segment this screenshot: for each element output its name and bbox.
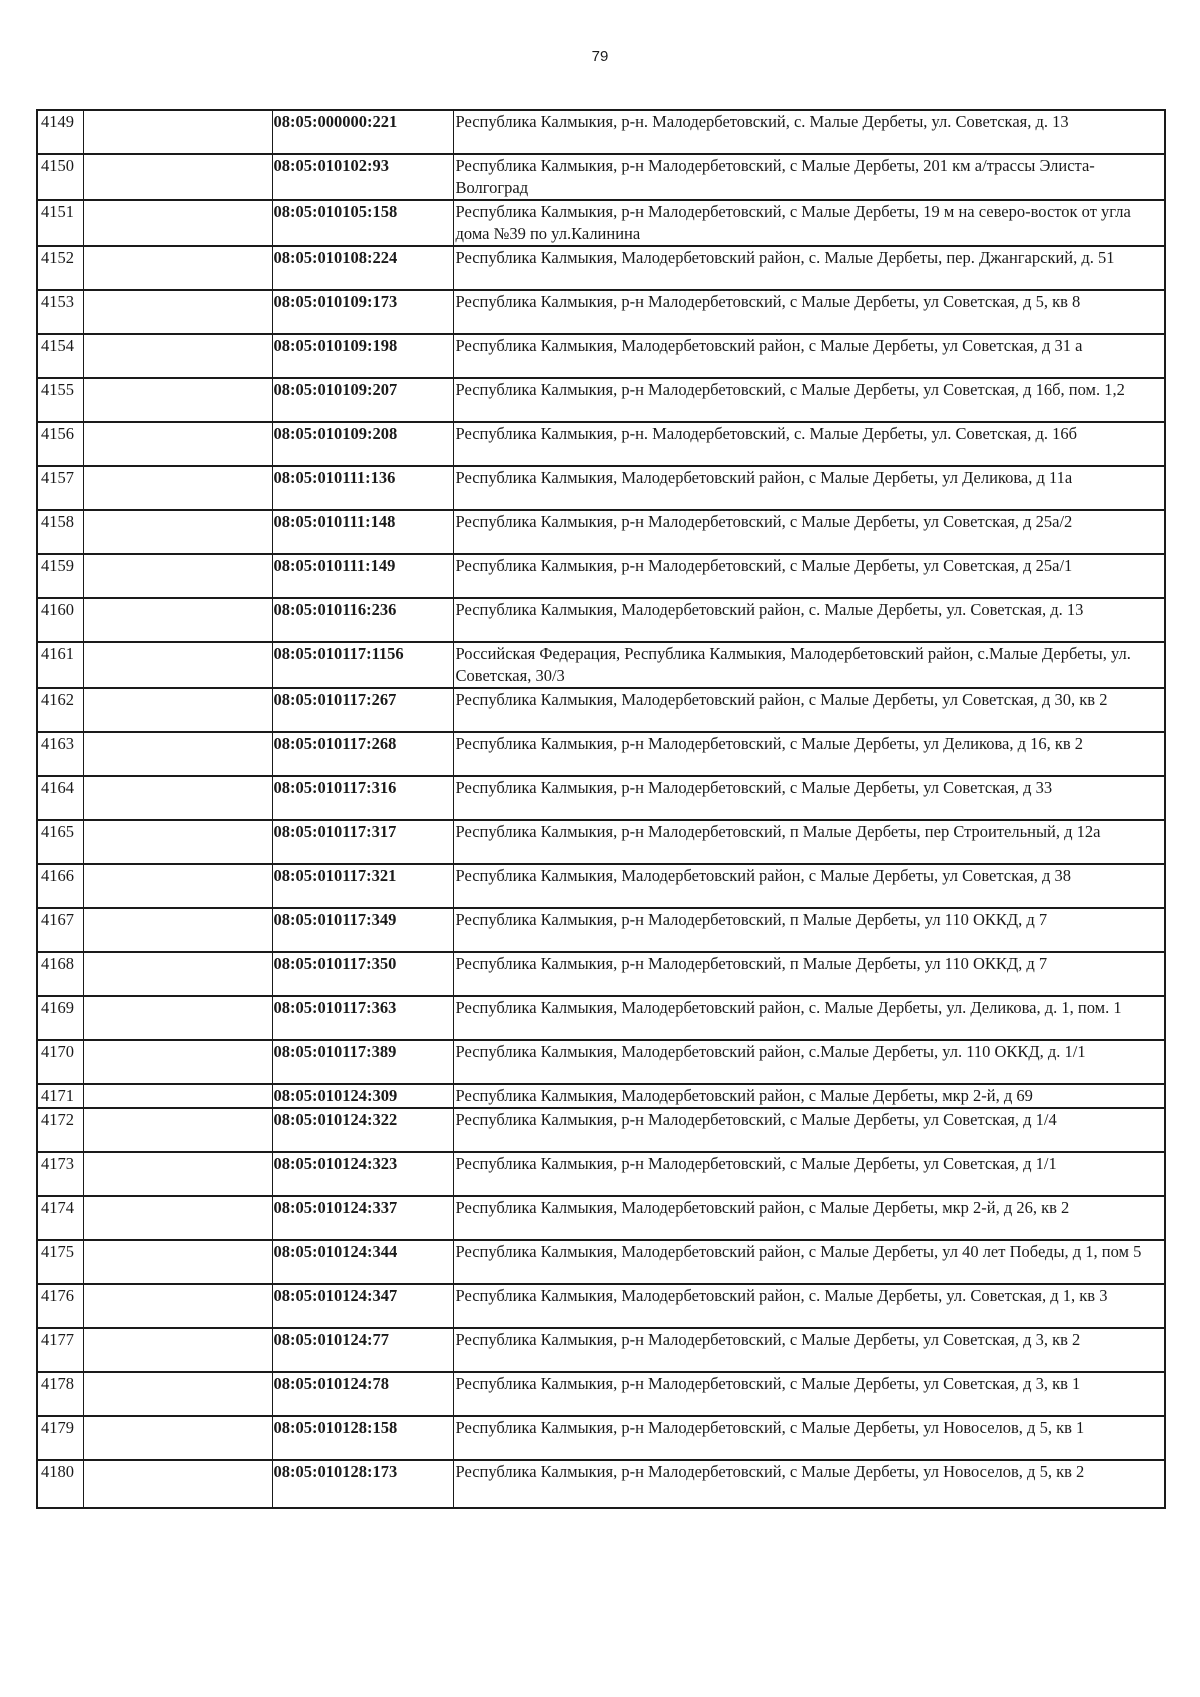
cadastral-number-cell: 08:05:010124:77 xyxy=(272,1328,453,1372)
row-number-cell: 4154 xyxy=(37,334,83,378)
address-cell: Республика Калмыкия, Малодербетовский район, с Малые Дербеты, ул 40 лет Победы, д 1, пом 5 xyxy=(453,1240,1165,1284)
cadastral-number-cell: 08:05:010105:158 xyxy=(272,200,453,246)
address-cell: Республика Калмыкия, Малодербетовский район, с Малые Дербеты, мкр 2-й, д 69 xyxy=(453,1084,1165,1108)
address-cell: Республика Калмыкия, р-н Малодербетовский, с Малые Дербеты, ул Новоселов, д 5, кв 2 xyxy=(453,1460,1165,1508)
address-cell: Республика Калмыкия, р-н Малодербетовский, с Малые Дербеты, ул Советская, д 5, кв 8 xyxy=(453,290,1165,334)
row-number-cell: 4172 xyxy=(37,1108,83,1152)
address-cell: Республика Калмыкия, Малодербетовский район, с. Малые Дербеты, пер. Джангарский, д. 51 xyxy=(453,246,1165,290)
cadastral-number-cell: 08:05:010111:148 xyxy=(272,510,453,554)
address-cell: Республика Калмыкия, р-н. Малодербетовский, с. Малые Дербеты, ул. Советская, д. 13 xyxy=(453,110,1165,154)
address-cell: Республика Калмыкия, Малодербетовский район, с. Малые Дербеты, ул. Советская, д 1, кв 3 xyxy=(453,1284,1165,1328)
row-number-cell: 4180 xyxy=(37,1460,83,1508)
cadastral-number-cell: 08:05:010117:267 xyxy=(272,688,453,732)
empty-cell xyxy=(83,864,272,908)
address-cell: Республика Калмыкия, Малодербетовский район, с Малые Дербеты, ул Советская, д 30, кв 2 xyxy=(453,688,1165,732)
row-number-cell: 4168 xyxy=(37,952,83,996)
table-row xyxy=(37,378,1165,422)
row-number-cell: 4161 xyxy=(37,642,83,688)
address-cell: Республика Калмыкия, Малодербетовский район, с.Малые Дербеты, ул. 110 ОККД, д. 1/1 xyxy=(453,1040,1165,1084)
address-cell: Республика Калмыкия, р-н Малодербетовский, с Малые Дербеты, ул Советская, д 3, кв 2 xyxy=(453,1328,1165,1372)
cadastral-number-cell: 08:05:010102:93 xyxy=(272,154,453,200)
empty-cell xyxy=(83,422,272,466)
table-row xyxy=(37,290,1165,334)
cadastral-number-cell: 08:05:010124:344 xyxy=(272,1240,453,1284)
address-cell: Республика Калмыкия, р-н Малодербетовский, с Малые Дербеты, ул Советская, д 25а/2 xyxy=(453,510,1165,554)
empty-cell xyxy=(83,1084,272,1108)
row-number-cell: 4151 xyxy=(37,200,83,246)
cadastral-number-cell: 08:05:010117:350 xyxy=(272,952,453,996)
cadastral-number-cell: 08:05:000000:221 xyxy=(272,110,453,154)
row-number-cell: 4167 xyxy=(37,908,83,952)
address-cell: Республика Калмыкия, р-н Малодербетовский, с Малые Дербеты, ул Советская, д 16б, пом. 1,2 xyxy=(453,378,1165,422)
empty-cell xyxy=(83,334,272,378)
address-cell: Республика Калмыкия, р-н Малодербетовский, с Малые Дербеты, ул Советская, д 1/4 xyxy=(453,1108,1165,1152)
table-row xyxy=(37,1416,1165,1460)
cadastral-number-cell: 08:05:010117:321 xyxy=(272,864,453,908)
cadastral-number-cell: 08:05:010117:349 xyxy=(272,908,453,952)
table-row xyxy=(37,598,1165,642)
row-number-cell: 4169 xyxy=(37,996,83,1040)
empty-cell xyxy=(83,1196,272,1240)
table-row xyxy=(37,154,1165,200)
empty-cell xyxy=(83,510,272,554)
empty-cell xyxy=(83,246,272,290)
empty-cell xyxy=(83,996,272,1040)
cadastral-number-cell: 08:05:010109:173 xyxy=(272,290,453,334)
table-row xyxy=(37,1284,1165,1328)
address-cell: Республика Калмыкия, р-н Малодербетовский, с Малые Дербеты, ул Советская, д 33 xyxy=(453,776,1165,820)
row-number-cell: 4156 xyxy=(37,422,83,466)
page-number: 79 xyxy=(591,48,609,65)
row-number-cell: 4162 xyxy=(37,688,83,732)
records-table xyxy=(36,109,1166,1509)
cadastral-number-cell: 08:05:010124:78 xyxy=(272,1372,453,1416)
cadastral-number-cell: 08:05:010124:309 xyxy=(272,1084,453,1108)
table-row xyxy=(37,820,1165,864)
row-number-cell: 4166 xyxy=(37,864,83,908)
cadastral-number-cell: 08:05:010116:236 xyxy=(272,598,453,642)
table-row xyxy=(37,1040,1165,1084)
row-number-cell: 4157 xyxy=(37,466,83,510)
row-number-cell: 4171 xyxy=(37,1084,83,1108)
row-number-cell: 4170 xyxy=(37,1040,83,1084)
table-row xyxy=(37,1108,1165,1152)
cadastral-number-cell: 08:05:010109:198 xyxy=(272,334,453,378)
cadastral-number-cell: 08:05:010109:208 xyxy=(272,422,453,466)
row-number-cell: 4178 xyxy=(37,1372,83,1416)
cadastral-number-cell: 08:05:010108:224 xyxy=(272,246,453,290)
table-row xyxy=(37,688,1165,732)
row-number-cell: 4155 xyxy=(37,378,83,422)
row-number-cell: 4173 xyxy=(37,1152,83,1196)
table-row xyxy=(37,864,1165,908)
row-number-cell: 4150 xyxy=(37,154,83,200)
row-number-cell: 4177 xyxy=(37,1328,83,1372)
table-row xyxy=(37,1196,1165,1240)
empty-cell xyxy=(83,1108,272,1152)
table-row xyxy=(37,1372,1165,1416)
row-number-cell: 4163 xyxy=(37,732,83,776)
cadastral-number-cell: 08:05:010117:389 xyxy=(272,1040,453,1084)
empty-cell xyxy=(83,732,272,776)
cadastral-number-cell: 08:05:010111:136 xyxy=(272,466,453,510)
row-number-cell: 4175 xyxy=(37,1240,83,1284)
address-cell: Республика Калмыкия, р-н. Малодербетовский, с. Малые Дербеты, ул. Советская, д. 16б xyxy=(453,422,1165,466)
address-cell: Республика Калмыкия, Малодербетовский район, с. Малые Дербеты, ул. Деликова, д. 1, пом. 1 xyxy=(453,996,1165,1040)
table-row xyxy=(37,1152,1165,1196)
empty-cell xyxy=(83,688,272,732)
address-cell: Республика Калмыкия, р-н Малодербетовский, с Малые Дербеты, ул Советская, д 25а/1 xyxy=(453,554,1165,598)
address-cell: Республика Калмыкия, р-н Малодербетовский, с Малые Дербеты, ул Советская, д 1/1 xyxy=(453,1152,1165,1196)
row-number-cell: 4158 xyxy=(37,510,83,554)
row-number-cell: 4152 xyxy=(37,246,83,290)
cadastral-number-cell: 08:05:010117:317 xyxy=(272,820,453,864)
address-cell: Республика Калмыкия, р-н Малодербетовский, с Малые Дербеты, 19 м на северо-восток от угла дома №39 по ул.Калинина xyxy=(453,200,1165,246)
cadastral-number-cell: 08:05:010111:149 xyxy=(272,554,453,598)
empty-cell xyxy=(83,952,272,996)
table-row xyxy=(37,510,1165,554)
empty-cell xyxy=(83,1240,272,1284)
empty-cell xyxy=(83,820,272,864)
table-row xyxy=(37,110,1165,154)
table-row xyxy=(37,776,1165,820)
address-cell: Республика Калмыкия, Малодербетовский район, с Малые Дербеты, мкр 2-й, д 26, кв 2 xyxy=(453,1196,1165,1240)
empty-cell xyxy=(83,554,272,598)
address-cell: Республика Калмыкия, р-н Малодербетовский, с Малые Дербеты, ул Советская, д 3, кв 1 xyxy=(453,1372,1165,1416)
table-row xyxy=(37,246,1165,290)
address-cell: Российская Федерация, Республика Калмыкия, Малодербетовский район, с.Малые Дербеты, ул. Советская, 30/3 xyxy=(453,642,1165,688)
address-cell: Республика Калмыкия, р-н Малодербетовский, с Малые Дербеты, 201 км а/трассы Элиста-Волгоград xyxy=(453,154,1165,200)
table-row xyxy=(37,908,1165,952)
address-cell: Республика Калмыкия, Малодербетовский район, с Малые Дербеты, ул Советская, д 31 а xyxy=(453,334,1165,378)
row-number-cell: 4165 xyxy=(37,820,83,864)
records-table-body xyxy=(37,110,1165,1508)
address-cell: Республика Калмыкия, р-н Малодербетовский, с Малые Дербеты, ул Деликова, д 16, кв 2 xyxy=(453,732,1165,776)
empty-cell xyxy=(83,1328,272,1372)
table-row xyxy=(37,1084,1165,1108)
table-row xyxy=(37,996,1165,1040)
cadastral-number-cell: 08:05:010117:316 xyxy=(272,776,453,820)
table-row xyxy=(37,1240,1165,1284)
cadastral-number-cell: 08:05:010109:207 xyxy=(272,378,453,422)
cadastral-number-cell: 08:05:010117:268 xyxy=(272,732,453,776)
cadastral-number-cell: 08:05:010128:173 xyxy=(272,1460,453,1508)
table-row xyxy=(37,554,1165,598)
empty-cell xyxy=(83,1152,272,1196)
table-row xyxy=(37,422,1165,466)
empty-cell xyxy=(83,1284,272,1328)
table-row xyxy=(37,952,1165,996)
cadastral-number-cell: 08:05:010124:323 xyxy=(272,1152,453,1196)
row-number-cell: 4149 xyxy=(37,110,83,154)
address-cell: Республика Калмыкия, р-н Малодербетовский, с Малые Дербеты, ул Новоселов, д 5, кв 1 xyxy=(453,1416,1165,1460)
table-row xyxy=(37,642,1165,688)
row-number-cell: 4159 xyxy=(37,554,83,598)
address-cell: Республика Калмыкия, Малодербетовский район, с Малые Дербеты, ул Деликова, д 11а xyxy=(453,466,1165,510)
empty-cell xyxy=(83,290,272,334)
row-number-cell: 4160 xyxy=(37,598,83,642)
cadastral-number-cell: 08:05:010124:322 xyxy=(272,1108,453,1152)
empty-cell xyxy=(83,378,272,422)
empty-cell xyxy=(83,1416,272,1460)
empty-cell xyxy=(83,1040,272,1084)
address-cell: Республика Калмыкия, р-н Малодербетовский, п Малые Дербеты, ул 110 ОККД, д 7 xyxy=(453,952,1165,996)
empty-cell xyxy=(83,200,272,246)
row-number-cell: 4174 xyxy=(37,1196,83,1240)
empty-cell xyxy=(83,776,272,820)
empty-cell xyxy=(83,154,272,200)
cadastral-number-cell: 08:05:010128:158 xyxy=(272,1416,453,1460)
empty-cell xyxy=(83,598,272,642)
empty-cell xyxy=(83,110,272,154)
address-cell: Республика Калмыкия, р-н Малодербетовский, п Малые Дербеты, ул 110 ОККД, д 7 xyxy=(453,908,1165,952)
table-row xyxy=(37,334,1165,378)
row-number-cell: 4176 xyxy=(37,1284,83,1328)
empty-cell xyxy=(83,908,272,952)
address-cell: Республика Калмыкия, р-н Малодербетовский, п Малые Дербеты, пер Строительный, д 12а xyxy=(453,820,1165,864)
table-row xyxy=(37,200,1165,246)
cadastral-number-cell: 08:05:010117:363 xyxy=(272,996,453,1040)
empty-cell xyxy=(83,1372,272,1416)
empty-cell xyxy=(83,1460,272,1508)
cadastral-number-cell: 08:05:010124:337 xyxy=(272,1196,453,1240)
address-cell: Республика Калмыкия, Малодербетовский район, с Малые Дербеты, ул Советская, д 38 xyxy=(453,864,1165,908)
empty-cell xyxy=(83,642,272,688)
row-number-cell: 4164 xyxy=(37,776,83,820)
table-row xyxy=(37,1460,1165,1508)
cadastral-number-cell: 08:05:010124:347 xyxy=(272,1284,453,1328)
empty-cell xyxy=(83,466,272,510)
row-number-cell: 4179 xyxy=(37,1416,83,1460)
cadastral-number-cell: 08:05:010117:1156 xyxy=(272,642,453,688)
address-cell: Республика Калмыкия, Малодербетовский район, с. Малые Дербеты, ул. Советская, д. 13 xyxy=(453,598,1165,642)
table-row xyxy=(37,1328,1165,1372)
row-number-cell: 4153 xyxy=(37,290,83,334)
table-row xyxy=(37,466,1165,510)
table-row xyxy=(37,732,1165,776)
